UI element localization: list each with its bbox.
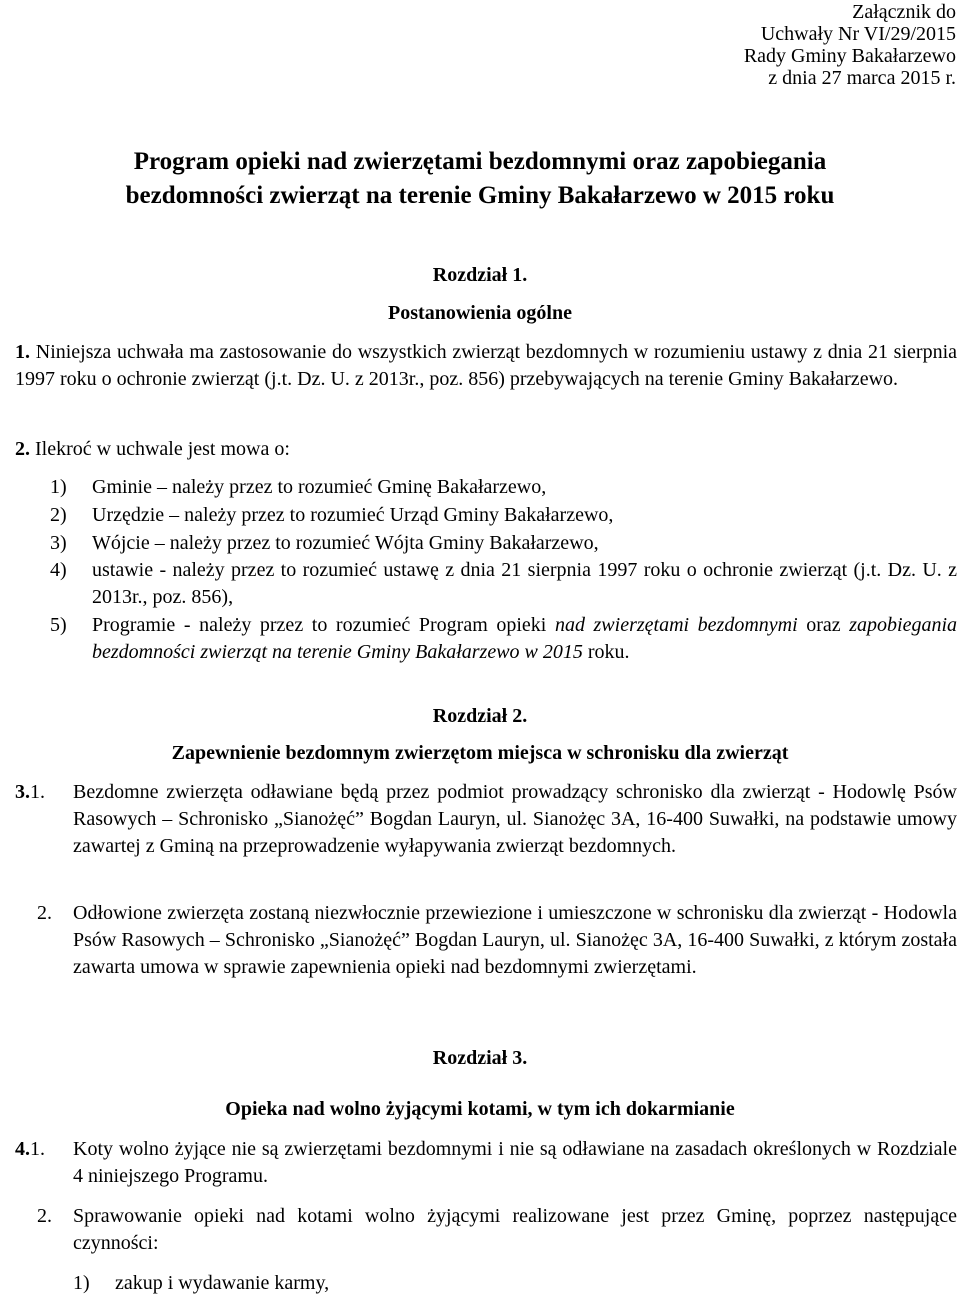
chapter-3-heading: Rozdział 3.: [432, 1047, 528, 1069]
chapter-1-heading: Rozdział 1.: [432, 264, 528, 286]
document-title: [60, 145, 900, 213]
section-1: [15, 339, 957, 393]
list-item: [50, 530, 957, 557]
title-line-1: Program opieki nad zwierzętami bezdomnymi oraz zapobiegania: [133, 148, 827, 175]
list-item: [73, 1270, 957, 1297]
list-item-number: 4): [50, 559, 67, 581]
section-4-1-text: Koty wolno żyjące nie są zwierzętami bezdomnymi i nie są odławiane na zasadach określonych w Rozdziale 4 niniejszego Programu.: [73, 1138, 957, 1187]
section-4-subnumber: 1.: [30, 1138, 45, 1160]
list-item-number: 2): [50, 504, 67, 526]
list-item-text-part: oraz: [806, 614, 850, 636]
chapter-2-heading: Rozdział 2.: [432, 705, 528, 727]
section-3-1-text: Bezdomne zwierzęta odławiane będą przez podmiot prowadzący schronisko dla zwierząt - Hodowlę Psów Rasowych – Schronisko „Sianożęć” Bogdan Lauryn, ul. Sianożęc 3A, 16-400 Suwałki, na podstawie umowy zawartej z Gminą na przeprowadzenie wyłapywania zwierząt bezdomnych.: [73, 781, 957, 857]
list-item-text: Urzędzie – należy przez to rozumieć Urząd Gminy Bakałarzewo,: [92, 504, 614, 526]
annex-note: [744, 1, 956, 89]
list-item-text: Gminie – należy przez to rozumieć Gminę Bakałarzewo,: [92, 476, 547, 498]
section-2: [15, 436, 957, 463]
section-4-2-label: 2.: [37, 1205, 52, 1227]
list-item-number: 3): [50, 532, 67, 554]
section-3-number: 3.: [15, 781, 30, 803]
annex-line-1: Załącznik do: [852, 1, 956, 23]
annex-line-3: Rady Gminy Bakałarzewo: [743, 45, 956, 67]
list-item-text-part: Programie - należy przez to rozumieć Program opieki: [92, 614, 555, 636]
list-item: [50, 612, 957, 666]
section-3-subnumber: 1.: [30, 781, 45, 803]
list-item-number: 5): [50, 614, 67, 636]
section-2-text: Ilekroć w uchwale jest mowa o:: [35, 438, 290, 460]
section-3-label: [15, 779, 45, 806]
list-item-text-part: roku.: [582, 641, 630, 663]
section-4-1: [15, 1136, 957, 1190]
section-3-1: [15, 779, 957, 860]
section-4-number: 4.: [15, 1138, 30, 1160]
section-3-2-text: Odłowione zwierzęta zostaną niezwłocznie przewiezione i umieszczone w schronisku dla zwierząt - Hodowla Psów Rasowych – Schronisko „Sianożęć” Bogdan Lauryn, ul. Sianożęc 3A, 16-400 Suwałki, z którym została zawarta umowa w sprawie zapewnienia opieki nad bezdomnymi zwierzętami.: [73, 902, 957, 978]
section-1-text: Niniejsza uchwała ma zastosowanie do wszystkich zwierząt bezdomnych w rozumieniu ustawy z dnia 21 sierpnia 1997 roku o ochronie zwierząt (j.t. Dz. U. z 2013r., poz. 856) przebywających na terenie Gminy Bakałarzewo.: [15, 341, 957, 390]
list-item: [50, 474, 957, 501]
section-1-label: 1.: [15, 341, 30, 363]
list-item-number: 1): [50, 476, 67, 498]
section-4-2-text: Sprawowanie opieki nad kotami wolno żyjącymi realizowane jest przez Gminę, poprzez następujące czynności:: [73, 1205, 957, 1254]
list-item-text: Wójcie – należy przez to rozumieć Wójta Gminy Bakałarzewo,: [92, 532, 599, 554]
list-item-text-italic: nad zwierzętami bezdomnymi: [554, 614, 798, 636]
section-4-label: [15, 1136, 45, 1163]
section-2-label: 2.: [15, 438, 30, 460]
list-item: [50, 557, 957, 611]
list-item-text: zakup i wydawanie karmy,: [115, 1272, 330, 1294]
list-item-text: [50, 612, 957, 666]
list-item-text-italic: zapobiegania bezdomności zwierząt na terenie Gminy Bakałarzewo w 2015: [92, 614, 958, 663]
chapter-3-subheading: Opieka nad wolno żyjącymi kotami, w tym ich dokarmianie: [225, 1098, 735, 1120]
list-item: [50, 502, 957, 529]
list-item-number: 1): [73, 1272, 90, 1294]
annex-line-2: Uchwały Nr VI/29/2015: [760, 23, 956, 45]
chapter-1-subheading: Postanowienia ogólne: [388, 302, 572, 324]
annex-line-4: z dnia 27 marca 2015 r.: [768, 67, 956, 89]
title-line-2: bezdomności zwierząt na terenie Gminy Bakałarzewo w 2015 roku: [125, 182, 835, 209]
chapter-2-subheading: Zapewnienie bezdomnym zwierzętom miejsca w schronisku dla zwierząt: [171, 742, 789, 764]
list-item-text: ustawie - należy przez to rozumieć ustawę z dnia 21 sierpnia 1997 roku o ochronie zwierząt (j.t. Dz. U. z 2013r., poz. 856),: [92, 559, 957, 608]
section-3-2-label: 2.: [37, 902, 52, 924]
section-3-2: [15, 900, 957, 981]
section-4-2: [15, 1203, 957, 1257]
